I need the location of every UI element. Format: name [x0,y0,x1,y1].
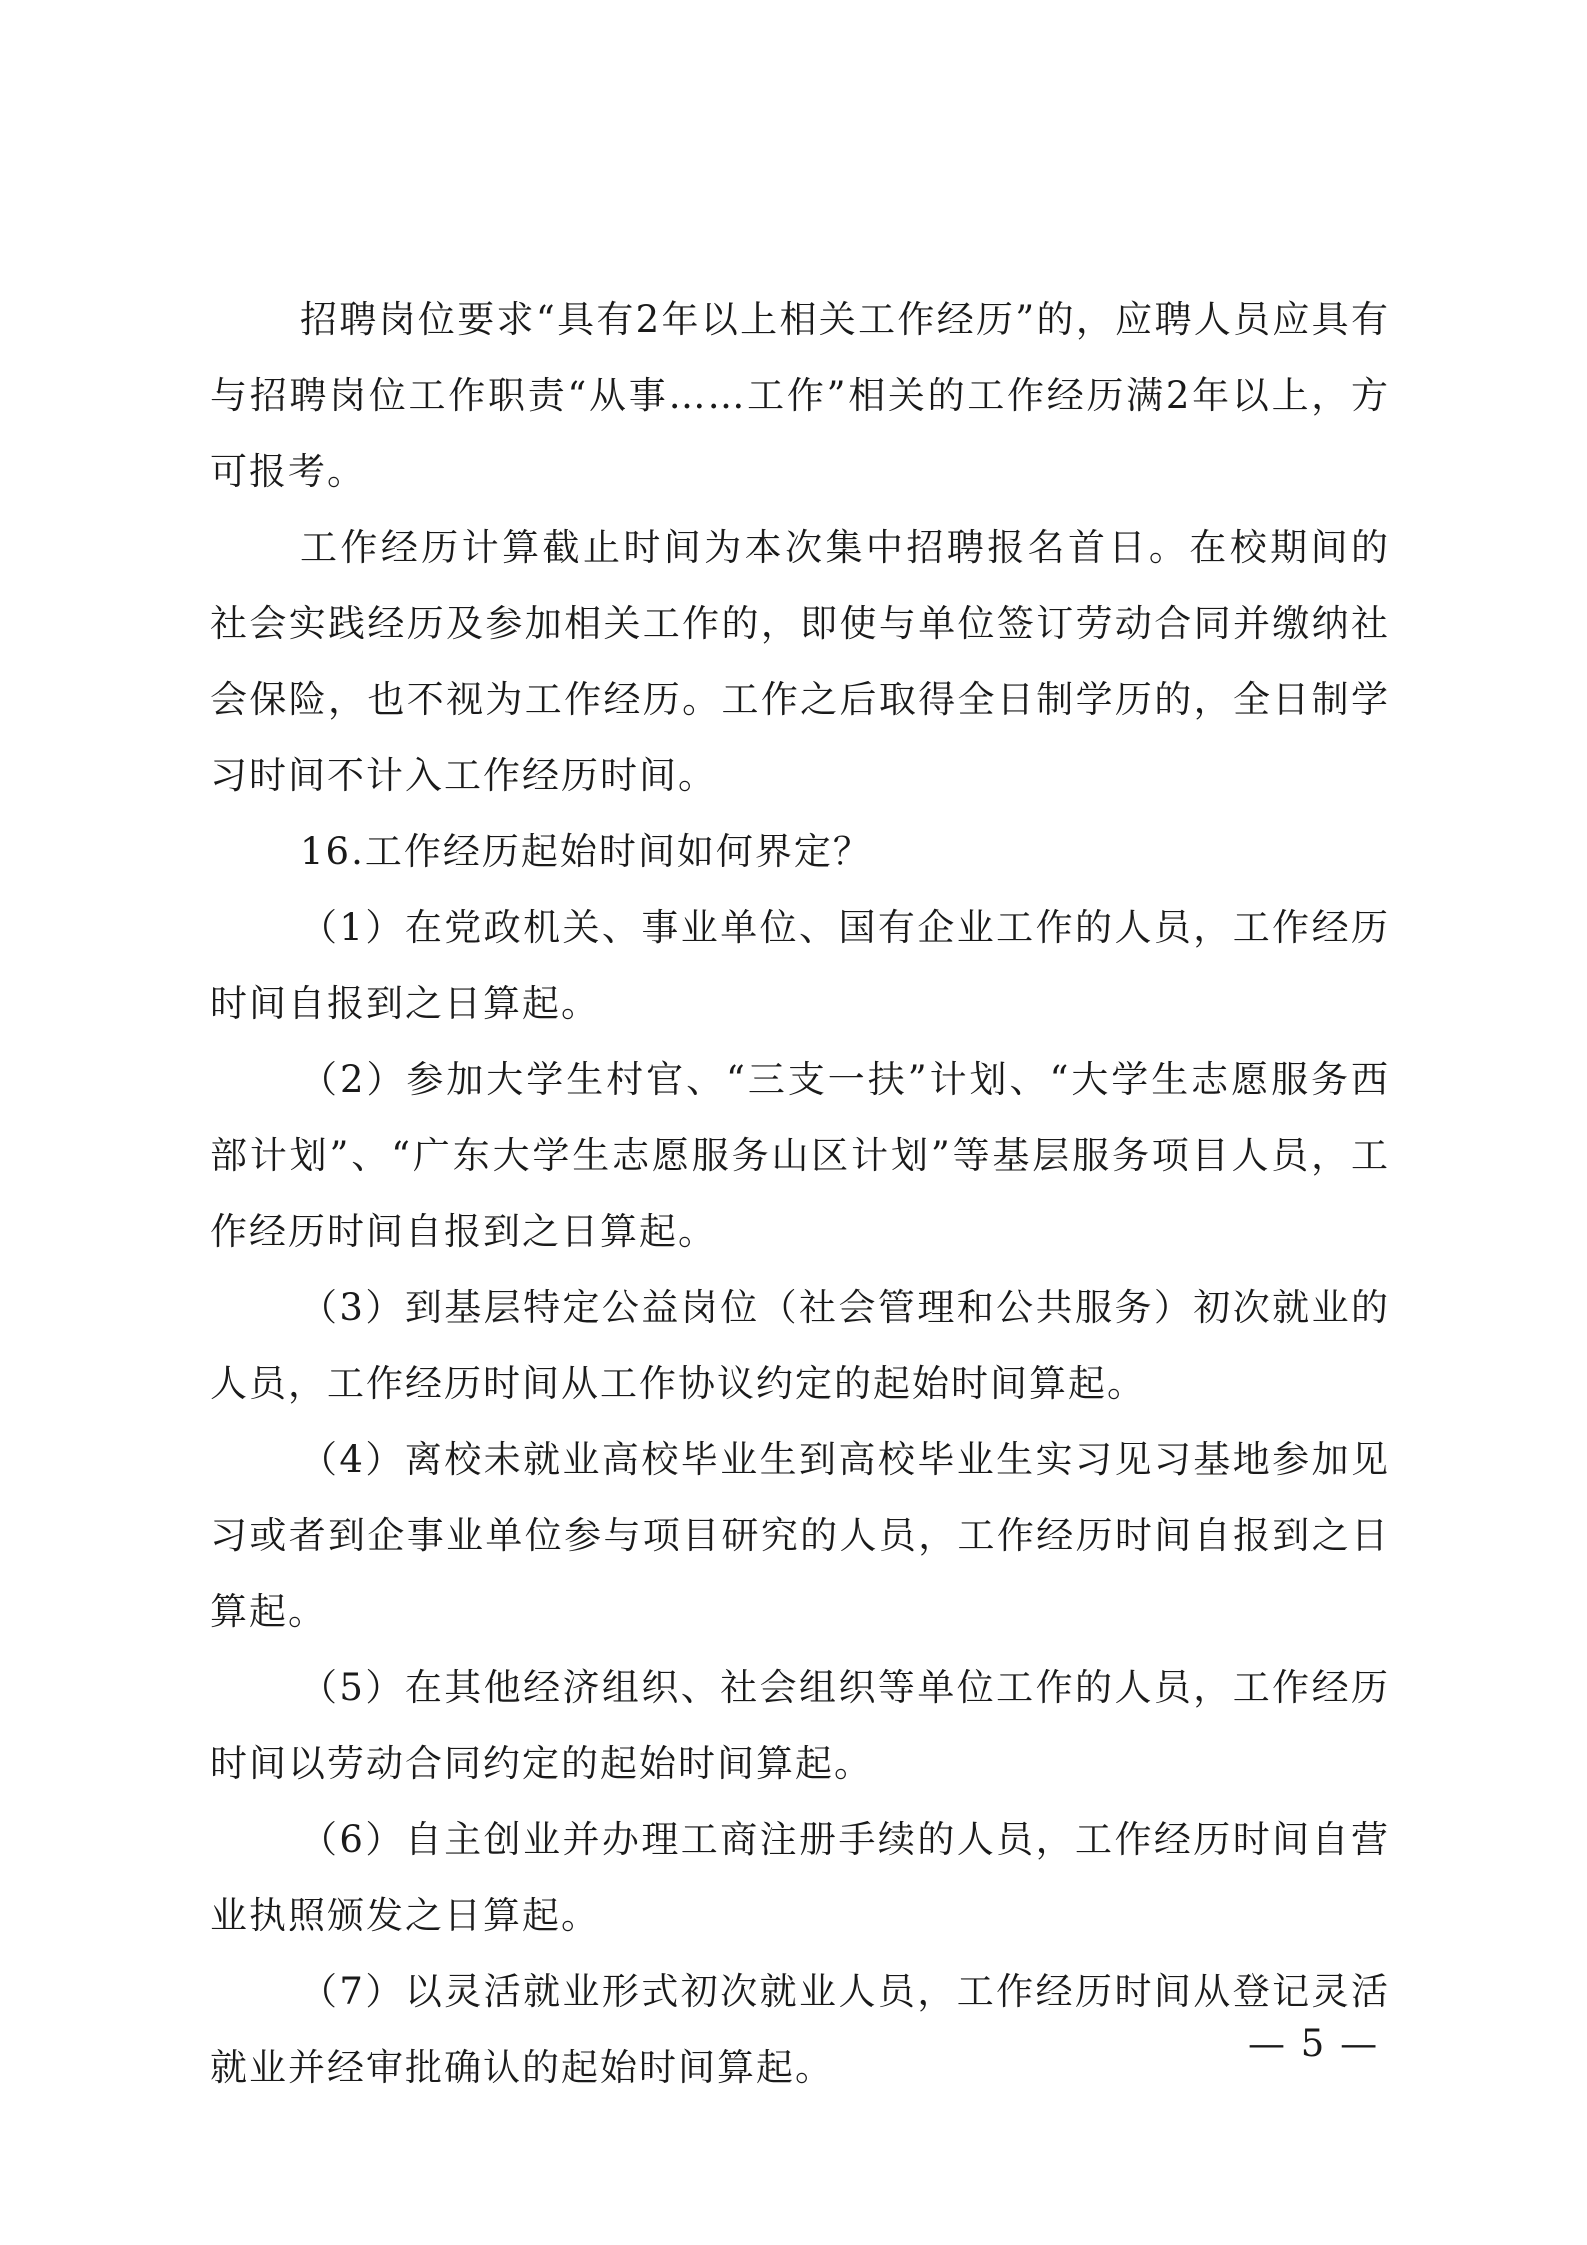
paragraph-work-experience-requirement: 招聘岗位要求“具有2年以上相关工作经历”的，应聘人员应具有与招聘岗位工作职责“从事……工作”相关的工作经历满2年以上，方可报考。 [210,298,1390,493]
list-item: （7）以灵活就业形式初次就业人员，工作经历时间从登记灵活就业并经审批确认的起始时间算起。 [210,1970,1390,2089]
list-item: （1）在党政机关、事业单位、国有企业工作的人员，工作经历时间自报到之日算起。 [210,906,1390,1025]
paragraph-cutoff-time: 工作经历计算截止时间为本次集中招聘报名首日。在校期间的社会实践经历及参加相关工作的，即使与单位签订劳动合同并缴纳社会保险，也不视为工作经历。工作之后取得全日制学历的，全日制学习时间不计入工作经历时间。 [210,526,1390,797]
page-number: — 5 — [1248,2022,1380,2065]
list-item: （5）在其他经济组织、社会组织等单位工作的人员，工作经历时间以劳动合同约定的起始时间算起。 [210,1666,1390,1785]
document-body [210,282,1390,2106]
list-item: （6）自主创业并办理工商注册手续的人员，工作经历时间自营业执照颁发之日算起。 [210,1818,1390,1937]
list-item: （2）参加大学生村官、“三支一扶”计划、“大学生志愿服务西部计划”、“广东大学生志愿服务山区计划”等基层服务项目人员，工作经历时间自报到之日算起。 [210,1058,1390,1253]
section-heading: 16.工作经历起始时间如何界定？ [300,830,872,873]
list-item: （4）离校未就业高校毕业生到高校毕业生实习见习基地参加见习或者到企事业单位参与项目研究的人员，工作经历时间自报到之日算起。 [210,1438,1390,1633]
list-item: （3）到基层特定公益岗位（社会管理和公共服务）初次就业的人员，工作经历时间从工作协议约定的起始时间算起。 [210,1286,1390,1405]
